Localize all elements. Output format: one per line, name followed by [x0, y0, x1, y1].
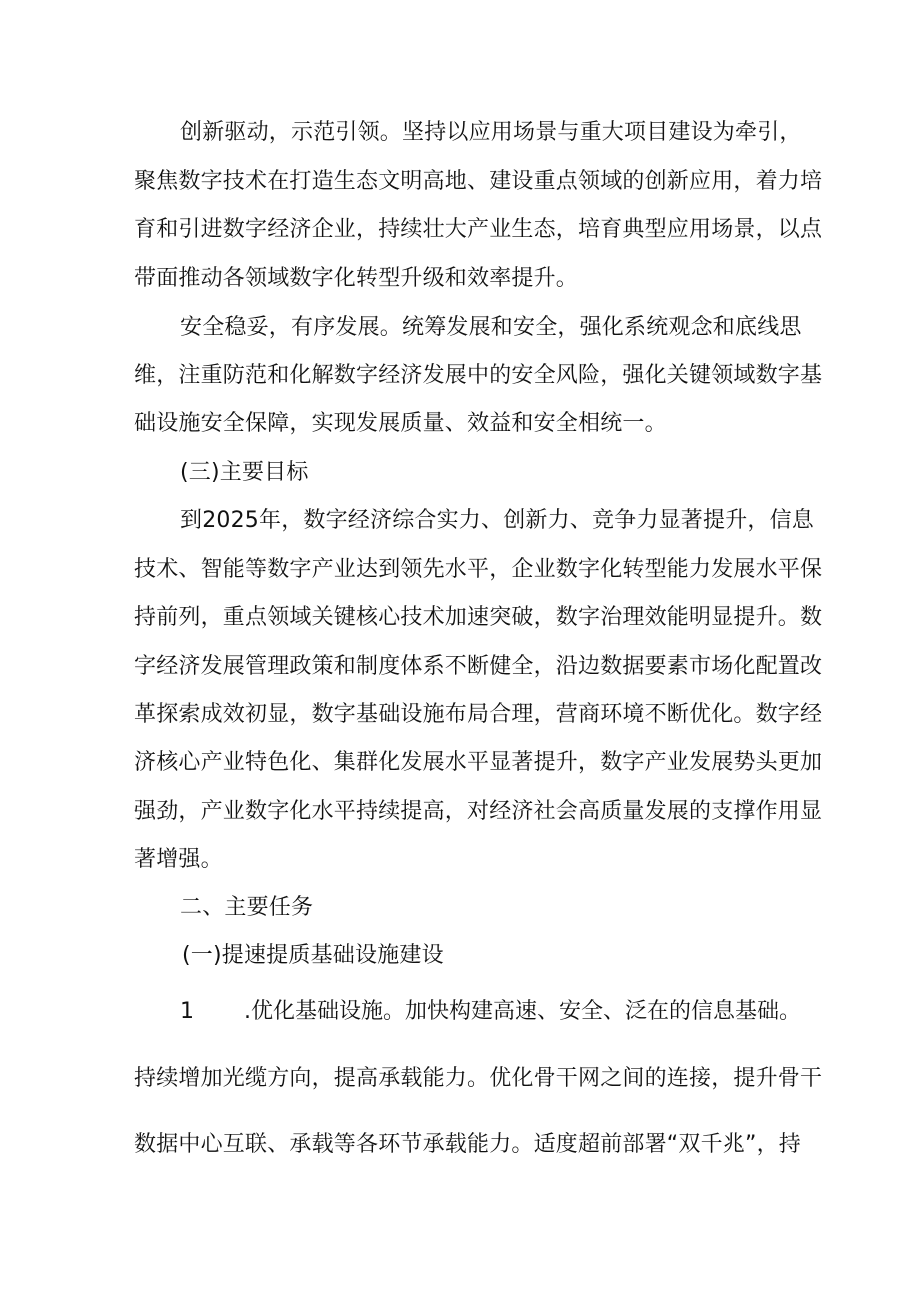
paragraph-1-line-2: 聚焦数字技术在打造生态文明高地、建设重点领域的创新应用，着力培 [134, 169, 823, 194]
paragraph-1-line-4: 带面推动各领域数字化转型升级和效率提升。 [134, 266, 579, 291]
paragraph-3-line-3: 持前列，重点领域关键核心技术加速突破，数字治理效能明显提升。数 [134, 605, 823, 630]
section-heading-goals: (三)主要目标 [180, 460, 309, 485]
paragraph-2-line-2: 维，注重防范和化解数字经济发展中的安全风险，强化关键领域数字基 [134, 363, 823, 388]
paragraph-3-line-7: 强劲，产业数字化水平持续提高，对经济社会高质量发展的支撑作用显 [134, 799, 823, 824]
paragraph-2-line-3: 础设施安全保障，实现发展质量、效益和安全相统一。 [134, 411, 667, 436]
paragraph-3-line-1: 到2025年，数字经济综合实力、创新力、竞争力显著提升，信息 [180, 508, 814, 533]
paragraph-3-line-4: 字经济发展管理政策和制度体系不断健全，沿边数据要素市场化配置改 [134, 654, 823, 679]
paragraph-2-line-1: 安全稳妥，有序发展。统筹发展和安全，强化系统观念和底线思 [180, 315, 802, 340]
paragraph-3-line-2: 技术、智能等数字产业达到领先水平，企业数字化转型能力发展水平保 [134, 557, 823, 582]
item-1-number: 1 [180, 999, 194, 1024]
paragraph-4-line-1: 持续增加光缆方向，提高承载能力。优化骨干网之间的连接，提升骨干 [134, 1066, 823, 1091]
paragraph-3-line-8: 著增强。 [134, 847, 223, 872]
paragraph-3-line-6: 济核心产业特色化、集群化发展水平显著提升，数字产业发展势头更加 [134, 750, 823, 775]
subsection-heading-infrastructure: (一)提速提质基础设施建设 [182, 943, 444, 968]
paragraph-1-line-1: 创新驱动，示范引领。坚持以应用场景与重大项目建设为牵引， [180, 120, 802, 145]
paragraph-1-line-3: 育和引进数字经济企业，持续壮大产业生态，培育典型应用场景，以点 [134, 217, 823, 242]
section-heading-tasks: 二、主要任务 [180, 895, 314, 920]
paragraph-4-line-2: 数据中心互联、承载等各环节承载能力。适度超前部署“双千兆”，持 [134, 1132, 801, 1157]
item-1-text: .优化基础设施。加快构建高速、安全、泛在的信息基础。 [244, 999, 801, 1024]
paragraph-3-line-5: 革探索成效初显，数字基础设施布局合理，营商环境不断优化。数字经 [134, 702, 823, 727]
